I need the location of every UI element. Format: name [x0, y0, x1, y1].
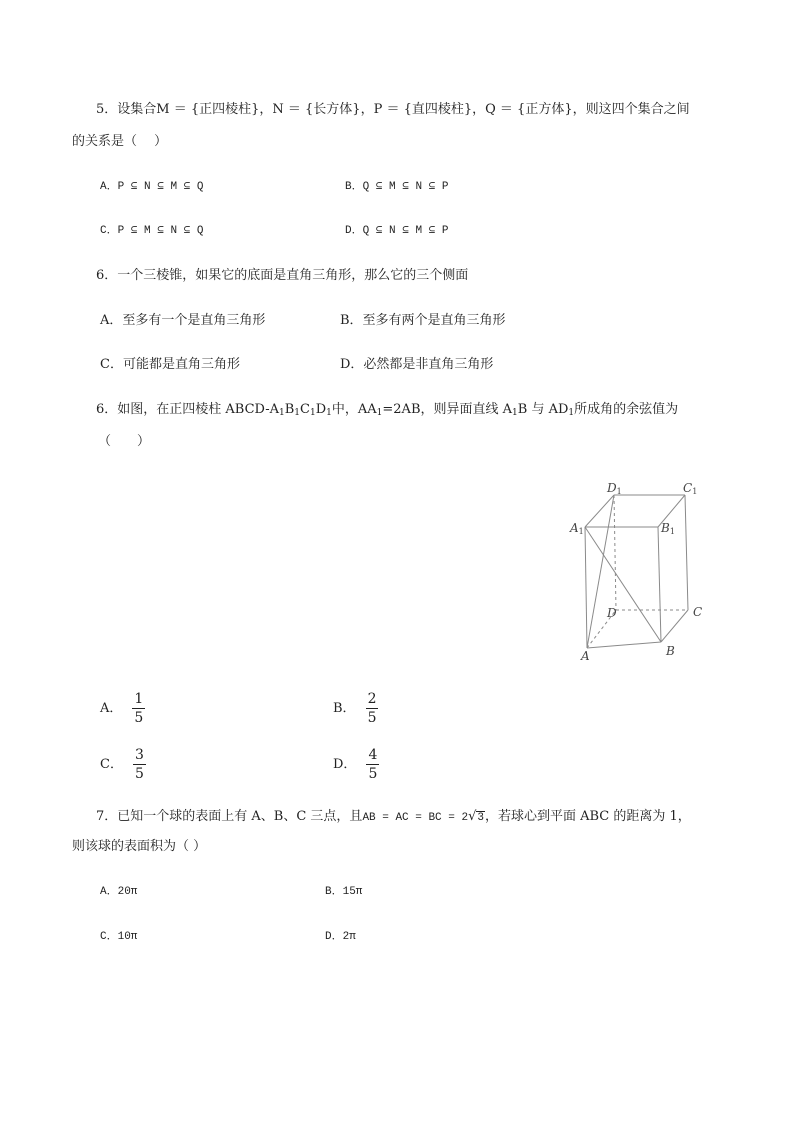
label-a: A	[581, 649, 590, 663]
q5-option-a: A．P ⊆ N ⊆ M ⊆ Q	[100, 181, 204, 193]
q6a-option-c: C．可能都是直角三角形	[100, 357, 240, 372]
q7-stem-line2: 则该球的表面积为（ ）	[72, 839, 207, 854]
q7-option-b: B．15π	[325, 886, 363, 898]
q7-stem-line1: 7．已知一个球的表面上有 A、B、C 三点，且AB = AC = BC = 2√3，若球心到平面 ABC 的距离为 1，	[96, 808, 691, 827]
q5-option-c: C．P ⊆ M ⊆ N ⊆ Q	[100, 225, 204, 237]
label-d1: D1	[607, 481, 622, 496]
label-d: D	[607, 606, 617, 620]
q5-option-d: D．Q ⊆ N ⊆ M ⊆ P	[345, 225, 449, 237]
q6a-option-a: A．至多有一个是直角三角形	[100, 313, 266, 328]
q6b-stem-line2: （ ）	[98, 434, 151, 449]
q6b-stem-line1: 6．如图，在正四棱柱 ABCD-$A_1B_1C_1D_1$中，$AA_1=2AB$，则异面直线 $A_1B$ 与 $AD_1$所成角的余弦值为	[96, 402, 679, 418]
q6b-option-d: D． $\frac{4}{5}$	[333, 747, 378, 782]
prism-figure	[562, 478, 714, 666]
segment-a-d1	[587, 495, 614, 648]
edge-b-c	[661, 610, 688, 642]
edge-a-b	[587, 642, 661, 648]
label-b: B	[666, 644, 675, 658]
q6a-option-d: D．必然都是非直角三角形	[340, 357, 494, 372]
q5-stem-line1: 5．设集合M ＝ {正四棱柱}，N ＝ {长方体}，P ＝ {直四棱柱}，Q ＝ {正方体}，则这四个集合之间	[96, 102, 690, 117]
q6a-stem: 6．一个三棱锥，如果它的底面是直角三角形，那么它的三个侧面	[96, 268, 469, 283]
fraction: $\frac{4}{5}$	[368, 747, 378, 782]
edge-c-c1	[685, 495, 688, 610]
q6b-option-a: A． $\frac{1}{5}$	[100, 691, 144, 726]
label-b1: B1	[661, 521, 675, 536]
label-a1: A1	[570, 521, 584, 536]
edge-a-a1	[585, 527, 587, 648]
q7-option-c: C．10π	[100, 931, 138, 943]
label-c: C	[693, 605, 703, 619]
prism-diagram	[562, 478, 714, 666]
fraction: $\frac{1}{5}$	[134, 691, 144, 726]
q6b-option-c: C． $\frac{3}{5}$	[100, 747, 144, 782]
q7-option-d: D．2π	[325, 931, 356, 943]
fraction: $\frac{2}{5}$	[367, 691, 377, 726]
q5-option-b: B．Q ⊆ M ⊆ N ⊆ P	[345, 181, 449, 193]
fraction: $\frac{3}{5}$	[134, 747, 144, 782]
q6b-option-b: B． $\frac{2}{5}$	[333, 691, 377, 726]
sqrt-symbol: √3	[468, 809, 484, 824]
q5-stem-line2: 的关系是（ ）	[72, 134, 168, 149]
segment-a1-b	[585, 527, 661, 642]
label-c1: C1	[683, 481, 698, 496]
q7-option-a: A．20π	[100, 886, 138, 898]
q6a-option-b: B．至多有两个是直角三角形	[340, 313, 506, 328]
edge-b-b1	[658, 527, 661, 642]
edge-d-d1-hidden	[614, 495, 616, 610]
